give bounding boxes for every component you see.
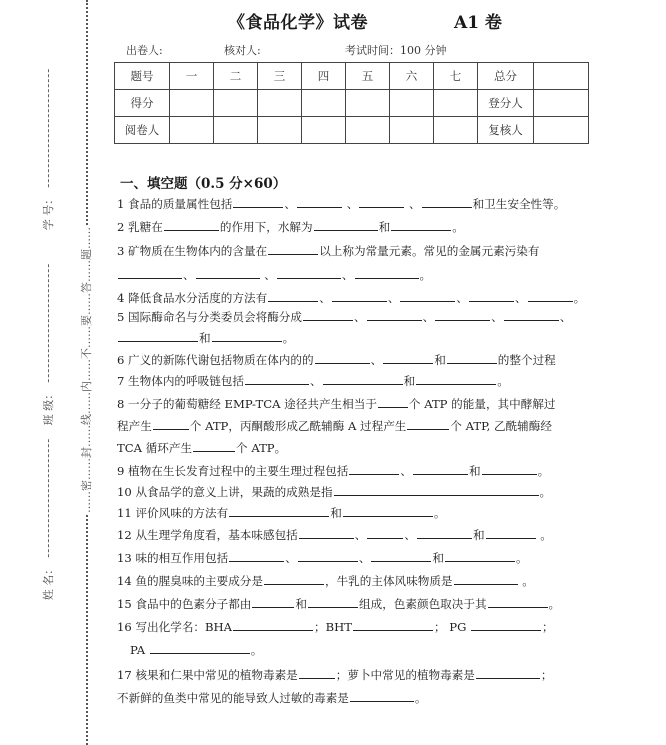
answer-blank[interactable] — [323, 373, 403, 385]
answer-blank[interactable] — [422, 196, 472, 208]
exam-time: 考试时间：100 分钟 — [345, 44, 447, 57]
question-text: 。 — [452, 220, 464, 234]
question-text: 和 — [295, 597, 307, 611]
grader-cell[interactable] — [170, 117, 214, 144]
answer-blank[interactable] — [469, 290, 514, 302]
student-id-blank[interactable] — [48, 70, 49, 188]
grader-cell[interactable] — [258, 117, 302, 144]
question-text: 。 — [497, 374, 509, 388]
question-16 — [117, 619, 554, 635]
question-17-continued — [117, 690, 427, 706]
answer-blank[interactable] — [229, 550, 284, 562]
question-text: 4 降低食品水分活度的方法有 — [117, 291, 268, 305]
answer-blank[interactable] — [164, 219, 219, 231]
answer-blank[interactable] — [482, 463, 537, 475]
question-text: ；萝卜中常见的植物毒素是 — [335, 668, 475, 682]
question-text: TCA 循环产生 — [117, 441, 193, 455]
question-text: 。 — [537, 464, 550, 478]
question-text: 个 ATP。 — [236, 441, 287, 455]
question-text: 。 — [573, 291, 586, 305]
answer-blank[interactable] — [400, 290, 455, 302]
score-cell[interactable] — [390, 90, 434, 117]
question-text: 9 植物在生长发育过程中的主要生理过程包括 — [117, 464, 349, 478]
score-cell[interactable] — [346, 90, 390, 117]
answer-blank[interactable] — [264, 573, 324, 585]
question-text: 、 — [387, 291, 400, 305]
question-text: 、 — [400, 464, 412, 478]
answer-blank[interactable] — [252, 596, 294, 608]
exam-title: 《食品化学》试卷 — [228, 13, 368, 33]
answer-blank[interactable] — [454, 573, 518, 585]
question-text: 、 — [343, 197, 359, 211]
question-text: 以上称为常量元素。常见的金属元素污染有 — [319, 244, 540, 258]
question-8 — [117, 396, 556, 412]
answer-blank[interactable] — [367, 309, 422, 321]
question-text: 的作用下，水解为 — [219, 220, 313, 234]
question-8-continued — [117, 418, 552, 434]
answer-blank[interactable] — [229, 505, 329, 517]
question-text: 个 ATP 的能量，其中酵解过 — [408, 397, 556, 411]
answer-blank[interactable] — [476, 667, 540, 679]
answer-blank[interactable] — [297, 196, 342, 208]
question-text: 。 — [548, 597, 561, 611]
question-text: 、 — [260, 268, 276, 282]
question-text: 。 — [414, 691, 427, 705]
score-cell[interactable] — [302, 90, 346, 117]
answer-blank[interactable] — [528, 290, 573, 302]
answer-blank[interactable] — [417, 527, 472, 539]
total-label: 总分 — [478, 63, 534, 90]
class-label: 班 级： — [42, 388, 55, 426]
question-text: ； PG — [433, 620, 471, 634]
answer-blank[interactable] — [471, 619, 541, 631]
question-15 — [117, 596, 560, 612]
question-text: 程产生 — [117, 419, 152, 433]
question-text: 个 ATP，丙酮酸形成乙酰辅酶 A 过程产生 — [189, 419, 407, 433]
column-header: 七 — [434, 63, 478, 90]
question-text: 11 评价风味的方法有 — [117, 506, 229, 520]
question-text: 14 鱼的腥臭味的主要成分是 — [117, 574, 263, 588]
answer-blank[interactable] — [245, 373, 309, 385]
section-title: 一、填空题（0.5 分×60） — [120, 176, 287, 192]
question-text: ；BHT — [314, 620, 352, 634]
question-text: 3 矿物质在生物体内的含量在 — [117, 244, 268, 258]
question-14 — [117, 573, 534, 589]
score-cell[interactable] — [434, 90, 478, 117]
score-table — [114, 62, 589, 144]
question-12 — [117, 527, 552, 543]
question-text: 和 — [434, 353, 446, 367]
answer-blank[interactable] — [315, 352, 370, 364]
total-cell[interactable] — [534, 63, 589, 90]
question-text: 和 — [403, 374, 416, 388]
answer-blank[interactable] — [193, 440, 235, 452]
answer-blank[interactable] — [212, 330, 282, 342]
answer-blank[interactable] — [314, 219, 378, 231]
question-text: 2 乳糖在 — [117, 220, 163, 234]
question-text: 。 — [433, 506, 446, 520]
question-4 — [117, 290, 585, 306]
question-5 — [117, 309, 571, 325]
question-text: 、 — [285, 551, 297, 565]
question-text: ； — [542, 620, 554, 634]
row-header-score: 得分 — [115, 90, 170, 117]
score-cell[interactable] — [214, 90, 258, 117]
answer-blank[interactable] — [268, 243, 318, 255]
question-text: 、 — [183, 268, 195, 282]
score-cell[interactable] — [170, 90, 214, 117]
question-text: PA — [130, 643, 149, 657]
answer-blank[interactable] — [277, 267, 341, 279]
student-name-blank[interactable] — [48, 440, 49, 558]
answer-blank[interactable] — [343, 505, 433, 517]
answer-blank[interactable] — [268, 290, 318, 302]
answer-blank[interactable] — [383, 352, 433, 364]
question-text: 15 食品中的色素分子都由 — [117, 597, 252, 611]
grader-cell[interactable] — [302, 117, 346, 144]
answer-blank[interactable] — [407, 418, 449, 430]
question-5-continued — [117, 330, 294, 346]
answer-blank[interactable] — [353, 619, 433, 631]
question-text: 。 — [516, 551, 528, 565]
answer-blank[interactable] — [334, 484, 539, 496]
column-header: 六 — [390, 63, 434, 90]
question-1 — [117, 196, 565, 212]
paper-code: A1 卷 — [454, 13, 502, 33]
question-text: 、 — [310, 374, 322, 388]
question-text: 个 ATP, 乙酰辅酶经 — [450, 419, 552, 433]
answer-blank[interactable] — [413, 463, 468, 475]
grader-cell[interactable] — [346, 117, 390, 144]
answer-blank[interactable] — [435, 309, 490, 321]
question-text: 5 国际酶命名与分类委员会将酶分成 — [117, 310, 302, 324]
answer-blank[interactable] — [233, 196, 283, 208]
setter-label: 出卷人: — [126, 44, 163, 57]
answer-blank[interactable] — [118, 330, 198, 342]
row-header-grader: 阅卷人 — [115, 117, 170, 144]
student-id-field[interactable] — [40, 70, 56, 231]
question-text: 17 核果和仁果中常见的植物毒素是 — [117, 668, 298, 682]
question-9 — [117, 463, 549, 479]
answer-blank[interactable] — [299, 667, 335, 679]
column-header: 一 — [170, 63, 214, 90]
grader-cell[interactable] — [434, 117, 478, 144]
question-text: 、 — [515, 291, 527, 305]
question-7 — [117, 373, 509, 389]
answer-blank[interactable] — [391, 219, 451, 231]
seal-line-text: ……密……封……线……内……不……要……答……题…… — [80, 227, 93, 513]
question-text: 、 — [491, 310, 503, 324]
answer-blank[interactable] — [378, 396, 408, 408]
question-text: 、 — [456, 291, 469, 305]
question-text: ； — [540, 668, 553, 682]
question-text: 、 — [354, 528, 367, 542]
answer-blank[interactable] — [303, 309, 353, 321]
question-text: 13 味的相互作用包括 — [117, 551, 229, 565]
answer-blank[interactable] — [298, 550, 358, 562]
student-name-label: 姓 名： — [42, 563, 55, 601]
question-text: 不新鲜的鱼类中常见的能导致人过敏的毒素是 — [117, 691, 349, 705]
answer-blank[interactable] — [233, 619, 313, 631]
grader-cell[interactable] — [390, 117, 434, 144]
question-text: 、 — [341, 268, 354, 282]
column-header: 五 — [346, 63, 390, 90]
answer-blank[interactable] — [367, 527, 403, 539]
column-header: 四 — [302, 63, 346, 90]
question-10 — [117, 484, 551, 500]
row-header-question-no: 题号 — [115, 63, 170, 90]
question-16-continued — [130, 642, 262, 658]
question-3-continued — [117, 267, 431, 283]
column-header: 三 — [258, 63, 302, 90]
question-11 — [117, 505, 445, 521]
question-text: 8 一分子的葡萄糖经 EMP-TCA 途径共产生相当于 — [117, 397, 377, 411]
recorder-label: 登分人 — [478, 90, 534, 117]
answer-blank[interactable] — [447, 352, 497, 364]
question-text: 和 — [199, 331, 211, 345]
question-text: 、 — [559, 310, 572, 324]
answer-blank[interactable] — [371, 550, 431, 562]
class-field[interactable] — [40, 265, 56, 426]
question-8-continued-2 — [117, 440, 286, 456]
question-3 — [117, 243, 540, 259]
score-cell[interactable] — [258, 90, 302, 117]
answer-blank[interactable] — [299, 527, 354, 539]
question-text: 1 食品的质量属性包括 — [117, 197, 233, 211]
question-text: 6 广义的新陈代谢包括物质在体内的的 — [117, 353, 314, 367]
answer-blank[interactable] — [486, 527, 536, 539]
answer-blank[interactable] — [118, 267, 182, 279]
student-id-label: 学 号： — [42, 193, 55, 231]
question-text: 和 — [472, 528, 485, 542]
question-text: ，牛乳的主体风味物质是 — [324, 574, 453, 588]
question-text: 和 — [330, 506, 342, 520]
question-text: 、 — [404, 528, 416, 542]
reviewer-cell[interactable] — [534, 117, 589, 144]
table-row — [115, 117, 589, 144]
table-row — [115, 90, 589, 117]
question-6 — [117, 352, 556, 368]
answer-blank[interactable] — [355, 267, 419, 279]
answer-blank[interactable] — [150, 642, 250, 654]
question-text: 16 写出化学名：BHA — [117, 620, 233, 634]
question-text: 、 — [358, 551, 371, 565]
answer-blank[interactable] — [416, 373, 496, 385]
question-text: 。 — [250, 643, 263, 657]
question-text: 和 — [468, 464, 481, 478]
question-17 — [117, 667, 553, 683]
question-text: 12 从生理学角度看，基本味感包括 — [117, 528, 298, 542]
question-text: 7 生物体内的呼吸链包括 — [117, 374, 244, 388]
question-text: 、 — [319, 291, 331, 305]
answer-blank[interactable] — [349, 463, 399, 475]
grader-cell[interactable] — [214, 117, 258, 144]
question-text: 。 — [282, 331, 295, 345]
question-text: 。 — [419, 268, 432, 282]
question-text: 、 — [370, 353, 383, 367]
student-name-field[interactable] — [40, 440, 56, 601]
question-text: 、 — [284, 197, 297, 211]
question-text: 、 — [353, 310, 366, 324]
checker-label: 核对人: — [224, 44, 261, 57]
answer-blank[interactable] — [445, 550, 515, 562]
question-text: 组成，色素颜色取决于其 — [359, 597, 487, 611]
question-text: 。 — [518, 574, 534, 588]
question-text: 和 — [378, 220, 391, 234]
question-2 — [117, 219, 464, 235]
question-text: 10 从食品学的意义上讲，果蔬的成熟是指 — [117, 485, 333, 499]
answer-blank[interactable] — [308, 596, 358, 608]
reviewer-label: 复核人 — [478, 117, 534, 144]
table-row — [115, 63, 589, 90]
answer-blank[interactable] — [488, 596, 548, 608]
question-text: 和卫生安全性等。 — [472, 197, 566, 211]
answer-blank[interactable] — [196, 267, 260, 279]
question-text: 。 — [536, 528, 552, 542]
question-text: 。 — [539, 485, 552, 499]
question-text: 的整个过程 — [497, 353, 556, 367]
question-text: 、 — [405, 197, 421, 211]
question-13 — [117, 550, 528, 566]
class-blank[interactable] — [48, 265, 49, 383]
recorder-cell[interactable] — [534, 90, 589, 117]
column-header: 二 — [214, 63, 258, 90]
answer-blank[interactable] — [153, 418, 189, 430]
answer-blank[interactable] — [359, 196, 404, 208]
question-text: 、 — [422, 310, 435, 324]
answer-blank[interactable] — [350, 690, 414, 702]
question-text: 和 — [432, 551, 445, 565]
answer-blank[interactable] — [332, 290, 387, 302]
answer-blank[interactable] — [504, 309, 559, 321]
